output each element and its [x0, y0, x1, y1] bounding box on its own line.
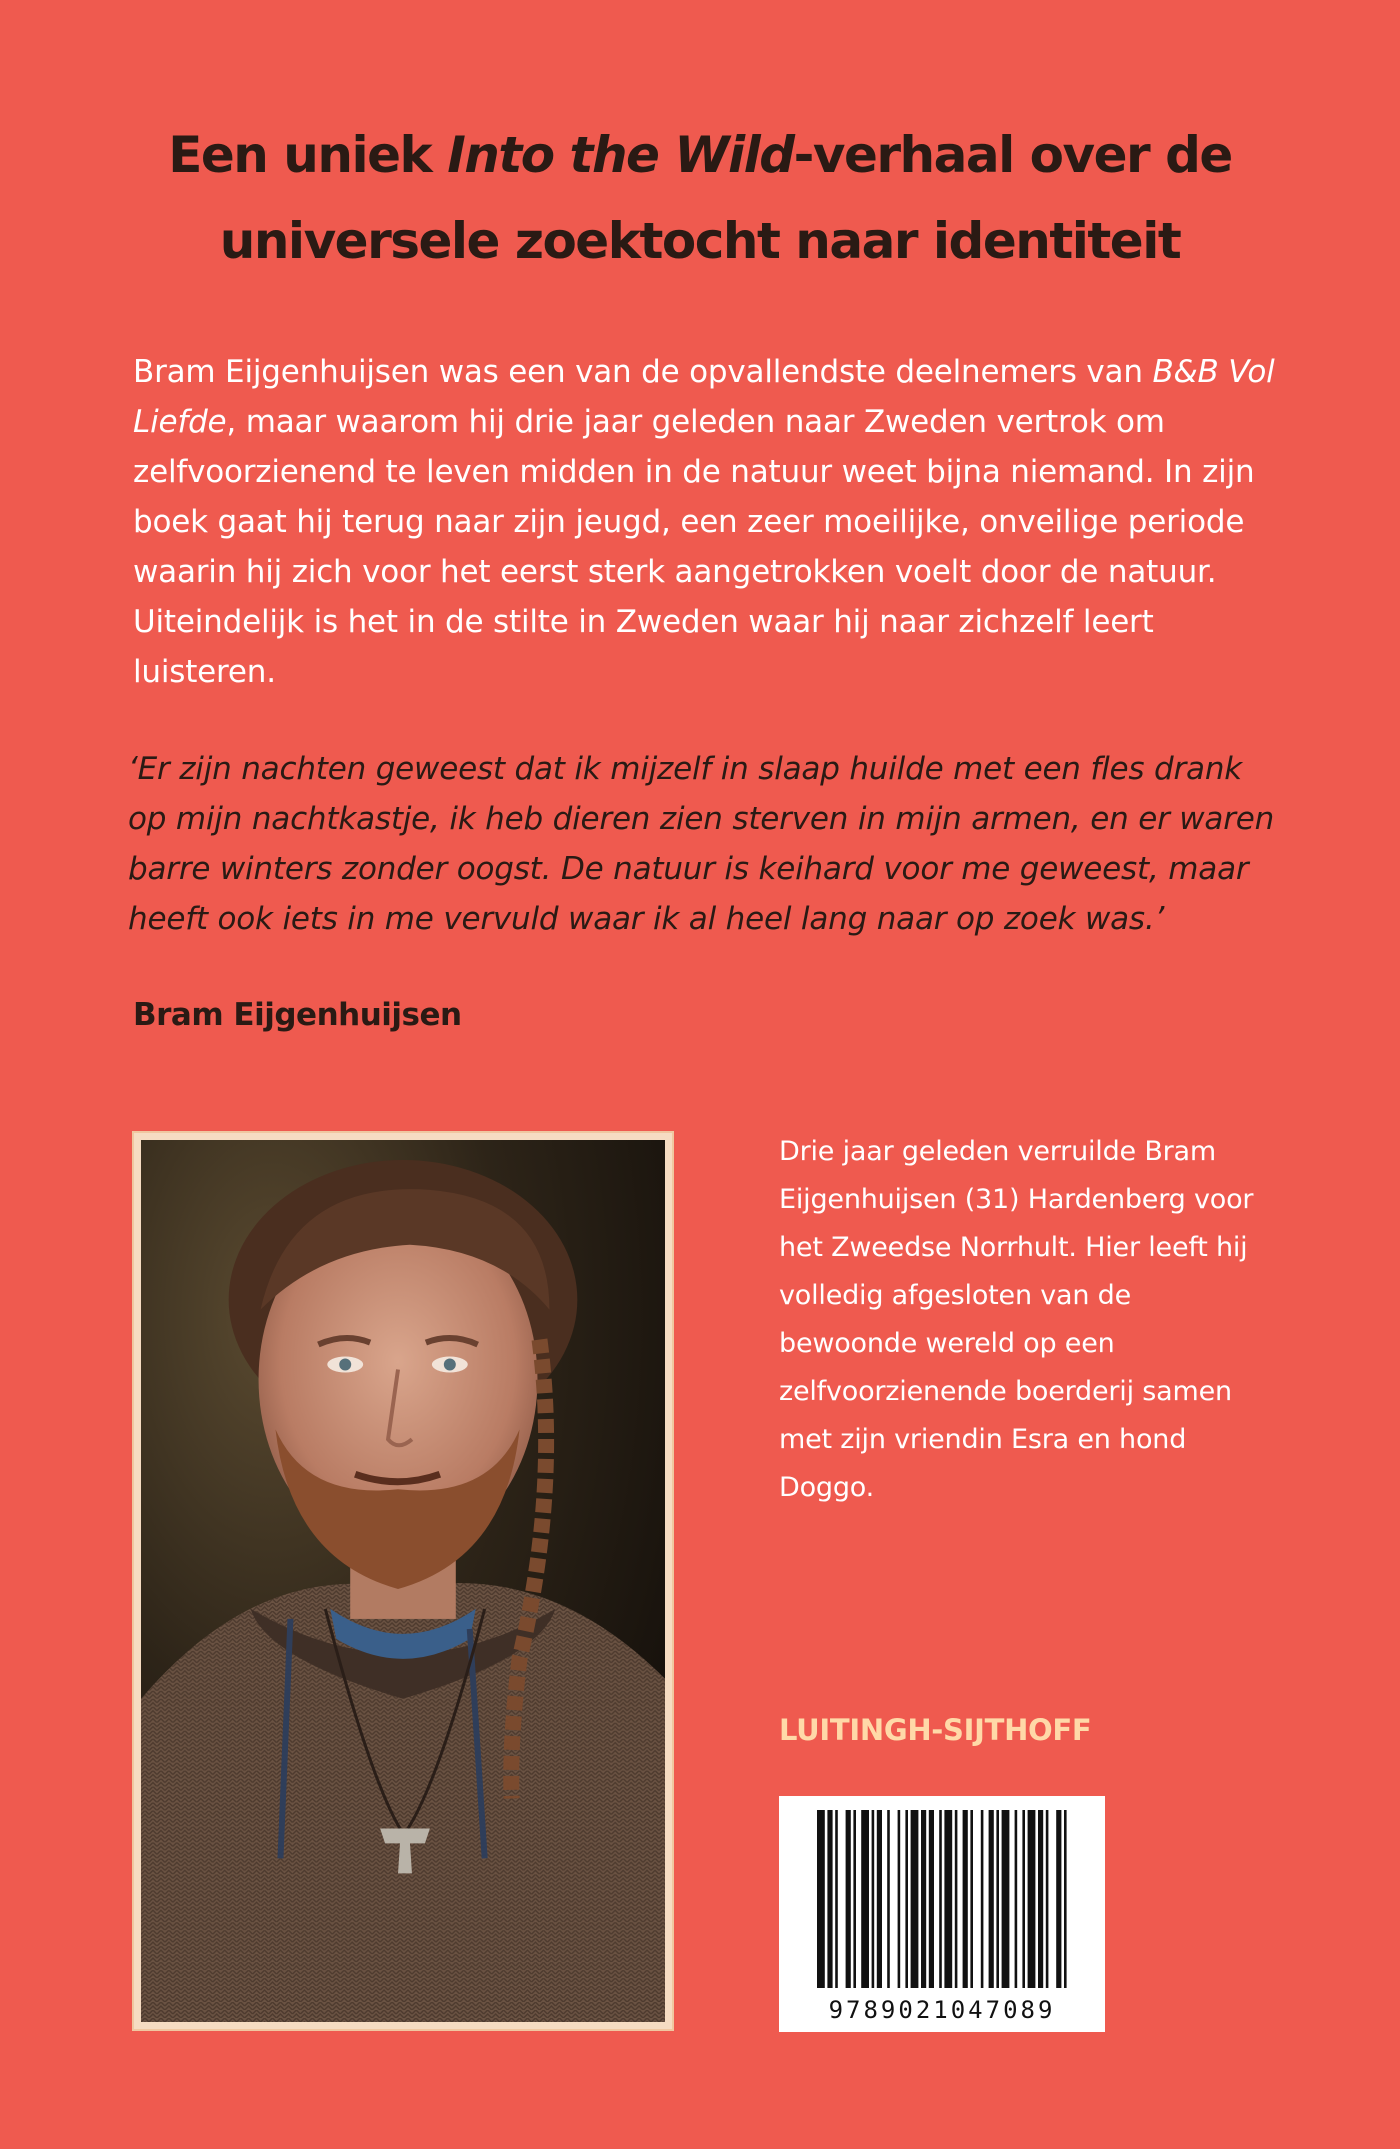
- barcode-bar: [877, 1810, 882, 1988]
- barcode-bar: [898, 1810, 901, 1988]
- barcode-bar: [944, 1810, 952, 1988]
- author-photo-frame: [132, 1131, 674, 2031]
- barcode-bar: [1002, 1810, 1010, 1988]
- quote-text: ‘Er zijn nachten geweest dat ik mijzelf in slaap huilde met een fles drank op mijn nachtkastje, ik heb dieren zien sterven in mijn armen, en er waren barre winters zonder oogst. De natuur is keihard voor me geweest, maar heeft ook iets in me vervuld waar ik al heel lang naar op zoek was.’: [128, 751, 1275, 937]
- barcode-bar: [963, 1810, 968, 1988]
- barcode-bar: [1038, 1810, 1043, 1988]
- barcode-bar: [911, 1810, 919, 1988]
- intro-show-title: B&B Vol Liefde: [133, 354, 1275, 440]
- headline-italic-title: Into the Wild: [447, 126, 794, 184]
- publisher-logo: LUITINGH-SIJTHOFF: [779, 1713, 1092, 1747]
- author-photo: [141, 1140, 665, 2022]
- barcode-bar: [1028, 1810, 1036, 1988]
- headline: [90, 112, 1310, 284]
- barcode-bar: [1046, 1810, 1049, 1988]
- barcode-bar: [846, 1810, 851, 1988]
- barcode-bar: [929, 1810, 934, 1988]
- barcode-bar: [853, 1810, 856, 1988]
- barcode-graphic: [779, 1796, 1105, 2032]
- barcode-bar: [1064, 1810, 1067, 1988]
- barcode-digits: 9789021047089: [828, 1996, 1056, 2024]
- barcode-bar: [989, 1810, 994, 1988]
- headline-part2: -verhaal over de universele zoektocht naar identiteit: [219, 126, 1232, 270]
- author-bio: Drie jaar geleden verruilde Bram Eijgenhuijsen (31) Hardenberg voor het Zweedse Norrhult. Hier leeft hij volledig afgesloten van de bewoonde wereld op een zelfvoorzienende boerderij samen met zijn vriendin Esra en hond Doggo.: [779, 1136, 1254, 1503]
- barcode-bar: [817, 1810, 825, 1988]
- barcode-bar: [981, 1810, 984, 1988]
- intro-part1: Bram Eijgenhuijsen was een van de opvallendste deelnemers van: [133, 354, 1153, 390]
- barcode-bar: [872, 1810, 875, 1988]
- barcode: [779, 1796, 1105, 2032]
- barcode-bar: [970, 1810, 973, 1988]
- barcode-bar: [887, 1810, 890, 1988]
- barcode-bar: [996, 1810, 999, 1988]
- barcode-bar: [955, 1810, 958, 1988]
- barcode-bar: [1056, 1810, 1061, 1988]
- barcode-bar: [905, 1810, 908, 1988]
- barcode-bar: [827, 1810, 832, 1988]
- barcode-bar: [921, 1810, 926, 1988]
- headline-part1: Een uniek: [168, 126, 448, 184]
- intro-part2: , maar waarom hij drie jaar geleden naar Zweden vertrok om zelfvoorzienend te leven midden in de natuur weet bijna niemand. In zijn boek gaat hij terug naar zijn jeugd, een zeer moeilijke, onveilige periode waarin hij zich voor het eerst sterk aangetrokken voelt door de natuur. Uiteindelijk is het in de stilte in Zweden waar hij naar zichzelf leert luisteren.: [133, 404, 1255, 690]
- quote-author: Bram Eijgenhuijsen: [133, 997, 462, 1033]
- barcode-bar: [835, 1810, 838, 1988]
- barcode-bar: [939, 1810, 942, 1988]
- intro-paragraph: [133, 347, 1283, 697]
- barcode-bar: [1022, 1810, 1025, 1988]
- barcode-bar: [1015, 1810, 1018, 1988]
- barcode-bar: [861, 1810, 869, 1988]
